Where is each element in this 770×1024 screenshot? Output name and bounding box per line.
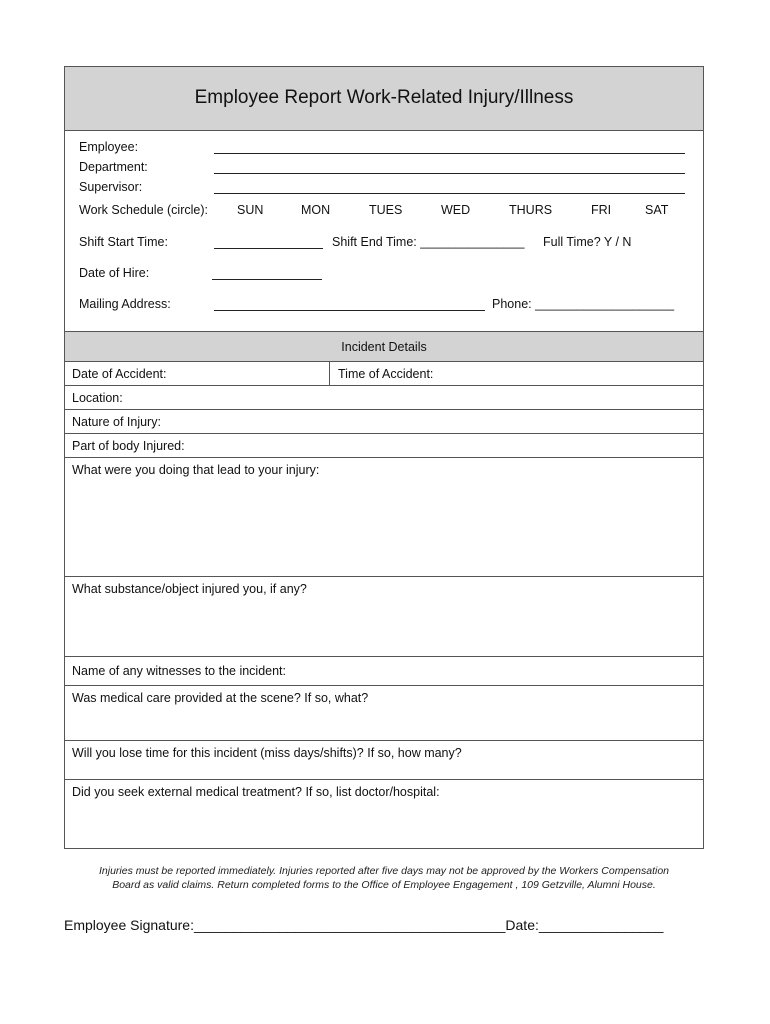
substance-label: What substance/object injured you, if any?: [72, 582, 307, 596]
nature-of-injury-row[interactable]: [65, 410, 703, 434]
day-mon[interactable]: MON: [301, 203, 331, 217]
external-treatment-row[interactable]: [65, 780, 703, 848]
external-treatment-label: Did you seek external medical treatment? If so, list doctor/hospital:: [72, 785, 440, 799]
medical-care-label: Was medical care provided at the scene? If so, what?: [72, 691, 369, 705]
incident-details-bar: [65, 331, 703, 362]
injury-report-form: [64, 66, 704, 849]
day-fri[interactable]: FRI: [591, 203, 612, 217]
day-wed[interactable]: WED: [441, 203, 471, 217]
day-thurs[interactable]: THURS: [509, 203, 553, 217]
phone-label[interactable]: Phone: ____________________: [492, 297, 675, 311]
day-sat[interactable]: SAT: [645, 203, 669, 217]
shift-start-label: Shift Start Time:: [79, 235, 168, 249]
location-row[interactable]: [65, 386, 703, 410]
body-part-row[interactable]: [65, 434, 703, 458]
medical-care-row[interactable]: [65, 686, 703, 741]
employee-label: Employee:: [79, 140, 139, 154]
time-of-accident-label[interactable]: Time of Accident:: [338, 367, 434, 381]
column-divider: [329, 362, 330, 385]
work-schedule-label: Work Schedule (circle):: [79, 203, 208, 217]
activity-row[interactable]: [65, 458, 703, 577]
form-title: Employee Report Work-Related Injury/Illness: [194, 87, 574, 108]
full-time-label[interactable]: Full Time? Y / N: [543, 235, 632, 249]
activity-label: What were you doing that lead to your injury:: [72, 463, 320, 477]
substance-row[interactable]: [65, 577, 703, 657]
footnote: [64, 864, 704, 892]
title-bar: [65, 67, 703, 131]
supervisor-label: Supervisor:: [79, 180, 143, 194]
lose-time-row[interactable]: [65, 741, 703, 780]
footnote-line-2: Board as valid claims. Return completed forms to the Office of Employee Engagement , 109 Getzville, Alumni House.: [112, 879, 656, 891]
witnesses-row[interactable]: [65, 657, 703, 686]
shift-end-label[interactable]: Shift End Time: _______________: [332, 235, 525, 249]
footnote-line-1: Injuries must be reported immediately. Injuries reported after five days may not be approved by the Workers Compensation: [99, 865, 669, 877]
department-label: Department:: [79, 160, 148, 174]
department-field[interactable]: [214, 173, 685, 174]
mailing-address-label: Mailing Address:: [79, 297, 171, 311]
nature-of-injury-label: Nature of Injury:: [72, 415, 161, 429]
date-of-hire-label: Date of Hire:: [79, 266, 150, 280]
date-of-accident-label[interactable]: Date of Accident:: [72, 367, 167, 381]
witnesses-label: Name of any witnesses to the incident:: [72, 664, 287, 678]
date-of-hire-field[interactable]: [212, 279, 322, 280]
day-tues[interactable]: TUES: [369, 203, 403, 217]
employee-field[interactable]: [214, 153, 685, 154]
shift-start-field[interactable]: [214, 248, 323, 249]
date-time-row: [65, 362, 703, 386]
signature-date-line[interactable]: Employee Signature:________________________________________Date:________________: [64, 917, 664, 933]
lose-time-label: Will you lose time for this incident (miss days/shifts)? If so, how many?: [72, 746, 462, 760]
incident-details-title: Incident Details: [341, 340, 427, 354]
day-sun[interactable]: SUN: [237, 203, 264, 217]
supervisor-field[interactable]: [214, 193, 685, 194]
location-label: Location:: [72, 391, 123, 405]
mailing-address-field[interactable]: [214, 310, 485, 311]
body-part-label: Part of body Injured:: [72, 439, 185, 453]
